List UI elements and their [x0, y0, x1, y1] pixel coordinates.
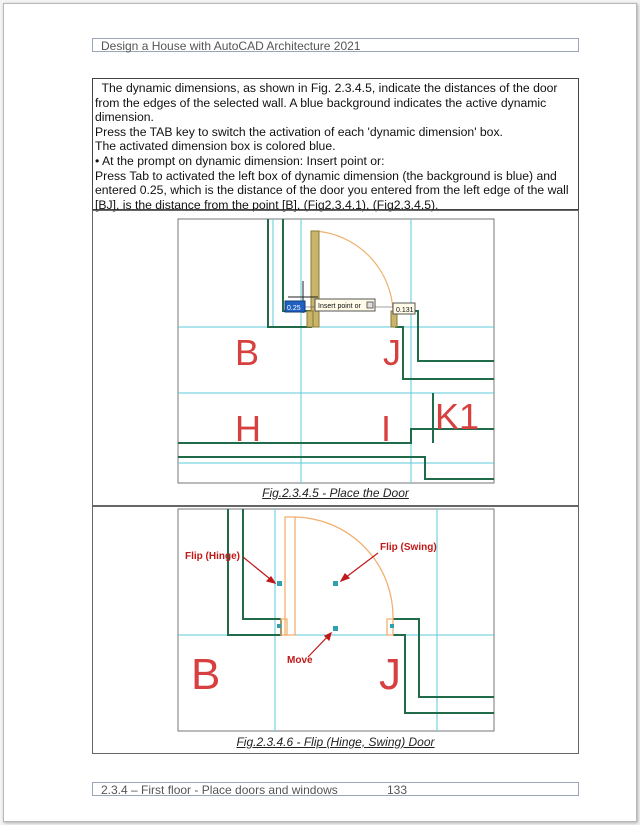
callout-move: Move — [287, 655, 313, 666]
dimension-left-value: 0.25 — [287, 305, 301, 312]
room-label-b: B — [191, 650, 221, 699]
room-label-j: J — [383, 332, 401, 373]
room-label-h: H — [235, 408, 261, 449]
body-line: [BJ], is the distance from the point [B], (Fig2.3.4.1), (Fig2.3.4.5). — [95, 197, 439, 212]
room-label-i: I — [381, 408, 392, 449]
body-line: The dynamic dimensions, as shown in Fig. 2.3.4.5, indicate the distances of the door — [95, 81, 558, 95]
figure-caption: Fig.2.3.4.6 - Flip (Hinge, Swing) Door — [236, 735, 435, 749]
body-line: The activated dimension box is colored blue. — [95, 139, 336, 154]
callout-flip-hinge: Flip (Hinge) — [185, 551, 240, 562]
figure-place-door — [92, 210, 579, 506]
page-header — [92, 38, 579, 52]
room-label-j: J — [379, 650, 401, 699]
figure-caption: Fig.2.3.4.5 - Place the Door — [262, 486, 409, 500]
body-line: from the edges of the selected wall. A blue background indicates the active dynamic — [95, 95, 547, 110]
body-line: • At the prompt on dynamic dimension: Insert point or: — [95, 153, 385, 168]
dimension-right-value: 0.131 — [396, 307, 414, 314]
page-number: 133 — [387, 783, 408, 797]
flip-hinge-grip — [277, 581, 282, 586]
dropdown-arrow-icon — [367, 302, 373, 308]
prompt-text: Insert point or — [318, 303, 361, 310]
footer-section: 2.3.4 – First floor - Place doors and windows — [101, 783, 338, 797]
flip-swing-grip — [333, 581, 338, 586]
body-line: entered 0.25, which is the distance of the door you entered from the left edge of the wall — [95, 183, 569, 198]
figure-flip-door — [92, 506, 579, 754]
body-line: Press the TAB key to switch the activation of each 'dynamic dimension' box. — [95, 124, 503, 139]
instruction-text-box — [92, 78, 579, 210]
floorplan-place-door — [93, 211, 578, 505]
room-label-k1: K1 — [435, 396, 480, 437]
page-footer — [92, 782, 579, 796]
document-page — [3, 3, 637, 822]
room-label-b: B — [235, 332, 260, 373]
header-title: Design a House with AutoCAD Architecture 2021 — [101, 39, 361, 53]
floorplan-flip-door — [93, 507, 578, 753]
move-grip — [333, 626, 338, 631]
body-line: Press Tab to activated the left box of dynamic dimension (the background is blue) and — [95, 168, 557, 183]
callout-flip-swing: Flip (Swing) — [380, 542, 437, 553]
body-line: dimension. — [95, 110, 154, 125]
